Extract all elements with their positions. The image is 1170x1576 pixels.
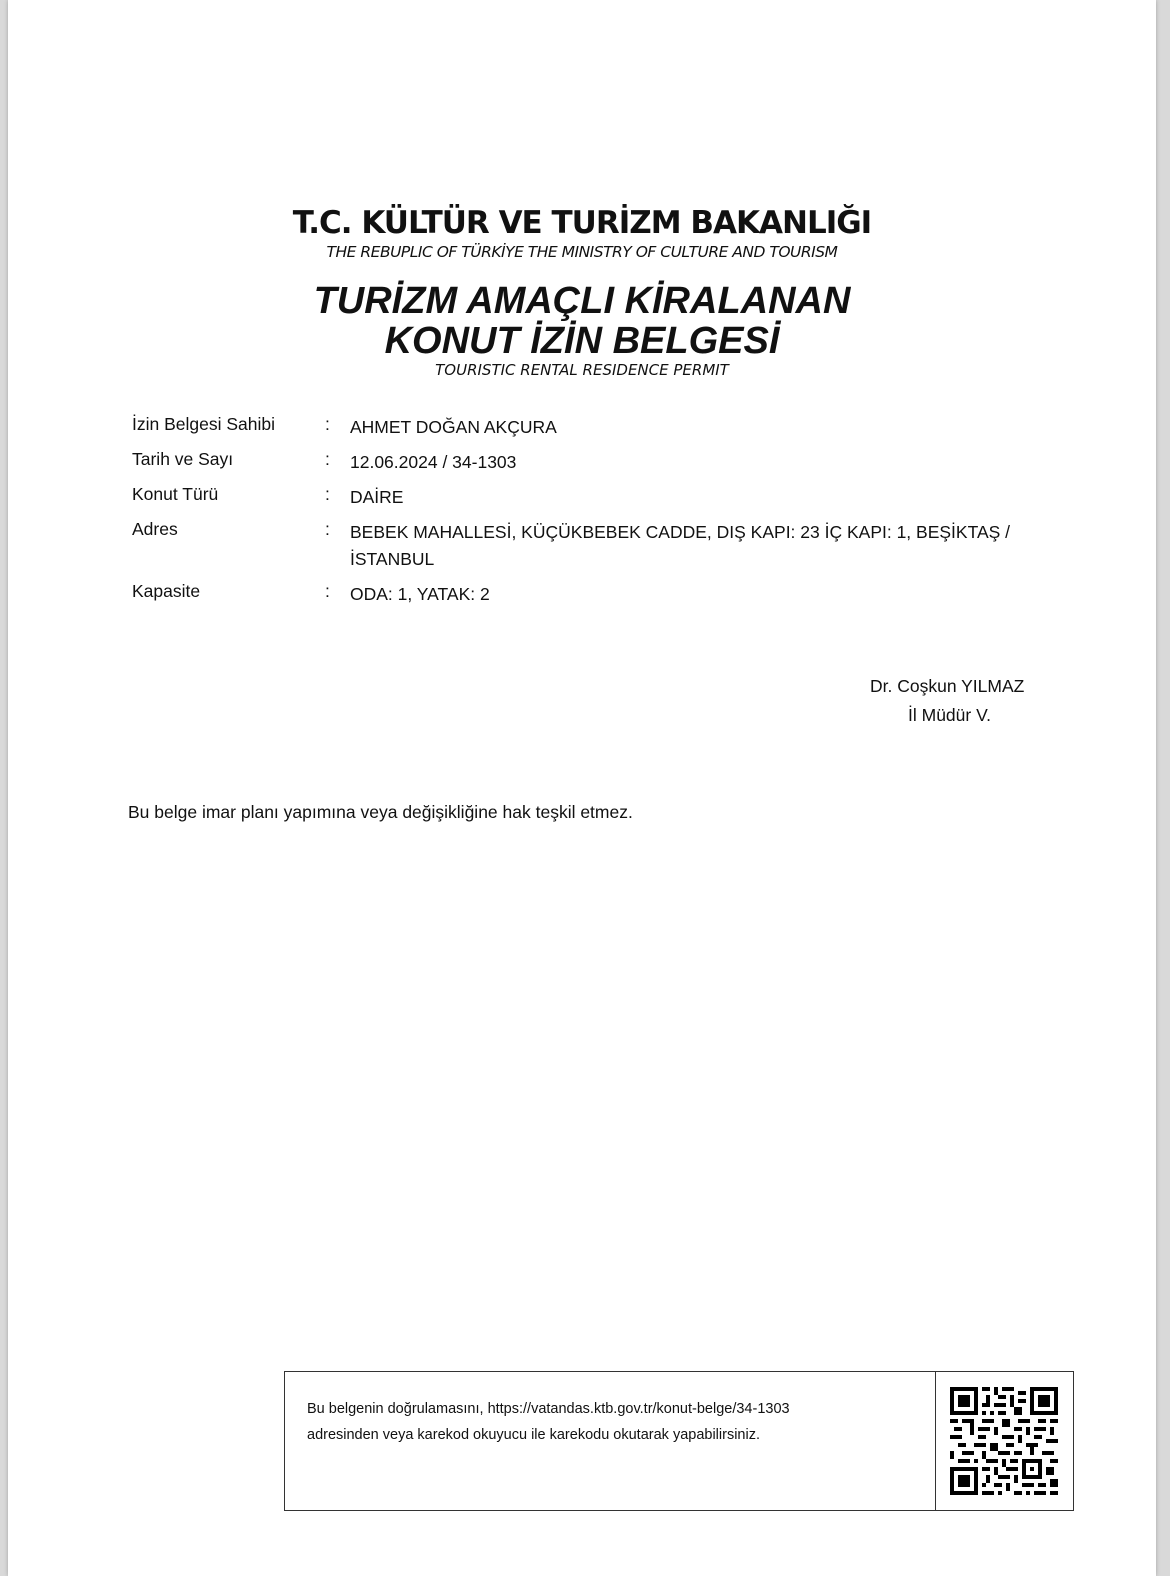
verification-text xyxy=(307,1396,907,1448)
verification-divider xyxy=(935,1372,936,1510)
field-colon: : xyxy=(325,484,330,504)
field-colon: : xyxy=(325,519,330,539)
document-title-english: TOURISTIC RENTAL RESIDENCE PERMIT xyxy=(435,361,729,379)
field-label: İzin Belgesi Sahibi xyxy=(132,414,275,434)
document-page xyxy=(8,0,1156,1576)
verification-box xyxy=(284,1371,1074,1511)
field-value: AHMET DOĞAN AKÇURA xyxy=(350,417,557,437)
field-label: Adres xyxy=(132,519,178,539)
verification-line-2: adresinden veya karekod okuyucu ile karekodu okutarak yapabilirsiniz. xyxy=(307,1427,760,1443)
field-value: 12.06.2024 / 34-1303 xyxy=(350,452,517,472)
verification-line-1: Bu belgenin doğrulamasını, https://vatandas.ktb.gov.tr/konut-belge/34-1303 xyxy=(307,1401,790,1417)
document-title-line-2: KONUT İZİN BELGESİ xyxy=(384,320,780,362)
signatory-title: İl Müdür V. xyxy=(908,705,992,725)
field-value: DAİRE xyxy=(350,487,404,507)
field-value: ODA: 1, YATAK: 2 xyxy=(350,584,490,604)
field-label: Konut Türü xyxy=(132,484,219,504)
signatory-name: Dr. Coşkun YILMAZ xyxy=(870,676,1025,696)
field-value: BEBEK MAHALLESİ, KÜÇÜKBEBEK CADDE, DIŞ KAPI: 23 İÇ KAPI: 1, BEŞİKTAŞ / İSTANBUL xyxy=(350,522,1011,569)
field-colon: : xyxy=(325,414,330,434)
field-colon: : xyxy=(325,581,330,601)
qr-code-icon xyxy=(950,1387,1058,1495)
ministry-title-english: THE REBUPLIC OF TÜRKİYE THE MINISTRY OF CULTURE AND TOURISM xyxy=(326,243,838,261)
field-colon: : xyxy=(325,449,330,469)
document-title-line-1: TURİZM AMAÇLI KİRALANAN xyxy=(313,280,851,322)
field-label: Tarih ve Sayı xyxy=(132,449,234,469)
field-label: Kapasite xyxy=(132,581,201,601)
legal-notice: Bu belge imar planı yapımına veya değişikliğine hak teşkil etmez. xyxy=(128,802,633,822)
ministry-title: T.C. KÜLTÜR VE TURİZM BAKANLIĞI xyxy=(292,205,872,241)
